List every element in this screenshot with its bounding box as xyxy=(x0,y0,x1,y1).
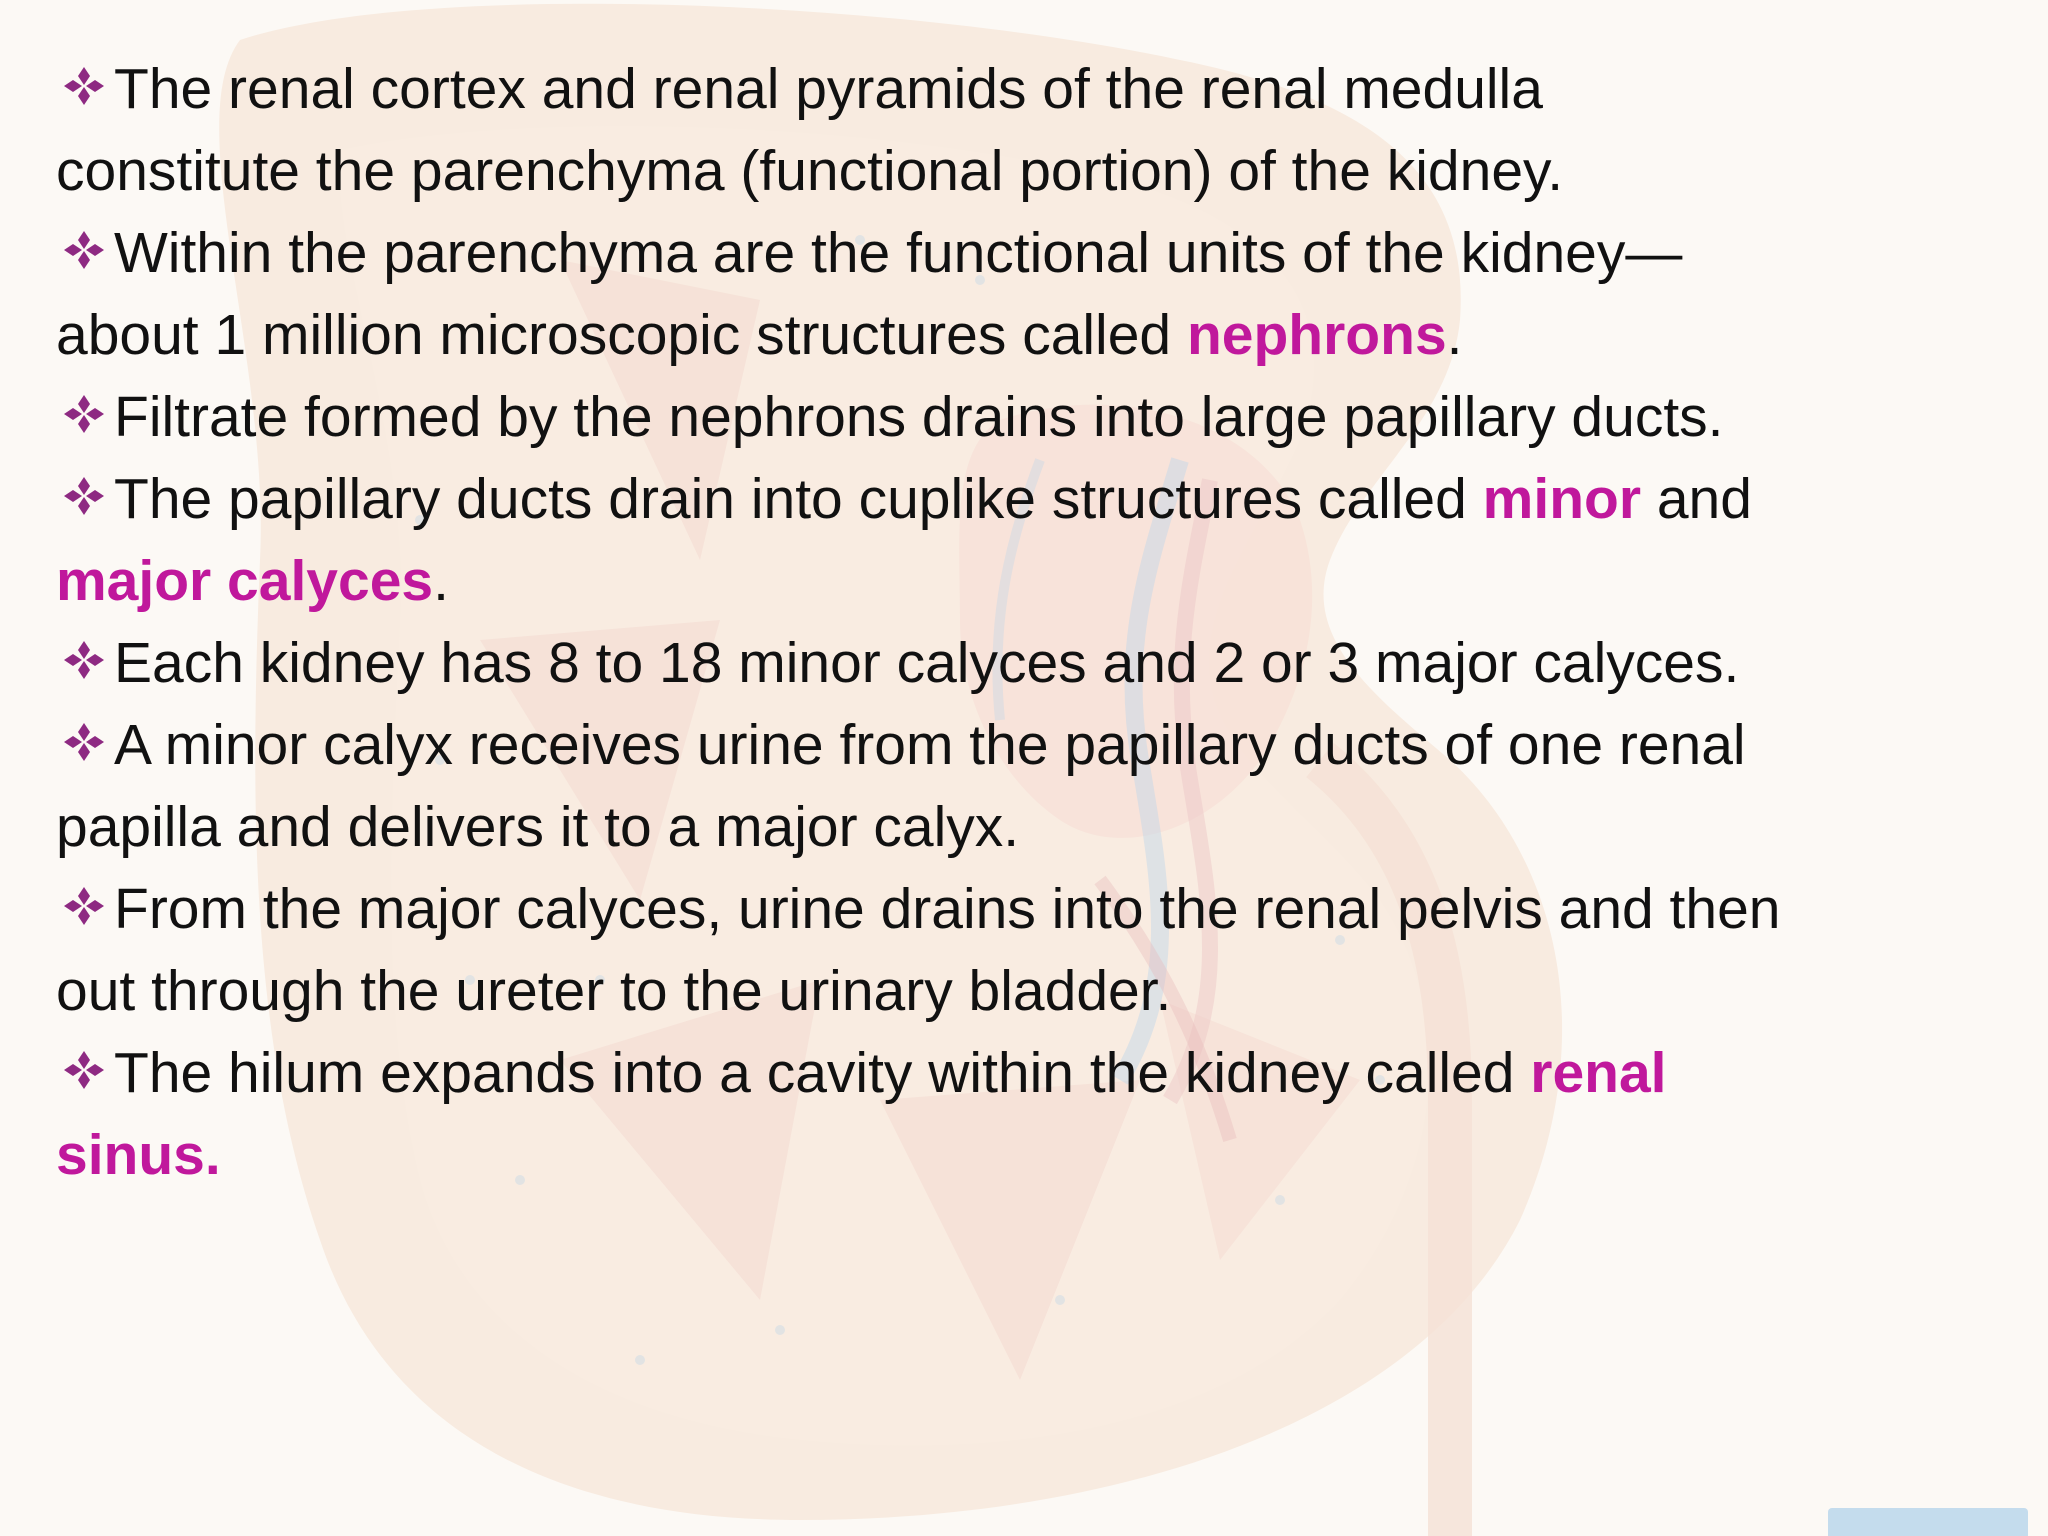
bullet-item xyxy=(56,622,1976,704)
bullet-text: The hilum expands into a cavity within the kidney called xyxy=(114,1041,1531,1105)
bullet-text: . xyxy=(433,549,449,613)
bullet-text: From the major calyces, urine drains into the renal pelvis and then xyxy=(114,877,1781,941)
four-diamond-bullet-icon xyxy=(56,61,114,111)
bullet-item xyxy=(56,458,1976,622)
highlight-term: minor xyxy=(1482,467,1642,531)
bullet-text: . xyxy=(1446,303,1463,367)
bullet-text: constitute the parenchyma (functional portion) of the kidney. xyxy=(56,139,1564,203)
highlight-term: sinus. xyxy=(56,1123,221,1187)
bullet-item xyxy=(56,376,1976,458)
bullet-text: A minor calyx receives urine from the papillary ducts of one renal xyxy=(114,713,1746,777)
slide-body xyxy=(56,48,1976,1196)
bullet-item xyxy=(56,1032,1976,1196)
bullet-item xyxy=(56,868,1976,1032)
four-diamond-bullet-icon xyxy=(56,717,114,767)
four-diamond-bullet-icon xyxy=(56,471,114,521)
four-diamond-bullet-icon xyxy=(56,881,114,931)
four-diamond-bullet-icon xyxy=(56,1045,114,1095)
bullet-text: out through the ureter to the urinary bladder. xyxy=(56,959,1172,1023)
corner-decoration xyxy=(1828,1508,2028,1536)
highlight-term: major calyces xyxy=(56,549,434,613)
four-diamond-bullet-icon xyxy=(56,635,114,685)
highlight-term: nephrons xyxy=(1186,303,1447,367)
bullet-text: papilla and delivers it to a major calyx. xyxy=(56,795,1020,859)
bullet-item xyxy=(56,212,1976,376)
bullet-item xyxy=(56,704,1976,868)
bullet-text: The renal cortex and renal pyramids of the renal medulla xyxy=(114,57,1543,121)
bullet-text: The papillary ducts drain into cuplike structures called xyxy=(114,467,1483,531)
bullet-text: Within the parenchyma are the functional units of the kidney— xyxy=(114,221,1683,285)
bullet-text: Filtrate formed by the nephrons drains into large papillary ducts. xyxy=(114,385,1724,449)
bullet-text: Each kidney has 8 to 18 minor calyces and 2 or 3 major calyces. xyxy=(114,631,1740,695)
four-diamond-bullet-icon xyxy=(56,389,114,439)
highlight-term: renal xyxy=(1530,1041,1667,1105)
bullet-text: and xyxy=(1641,467,1752,531)
four-diamond-bullet-icon xyxy=(56,225,114,275)
bullet-item xyxy=(56,48,1976,212)
bullet-text: about 1 million microscopic structures called xyxy=(56,303,1187,367)
